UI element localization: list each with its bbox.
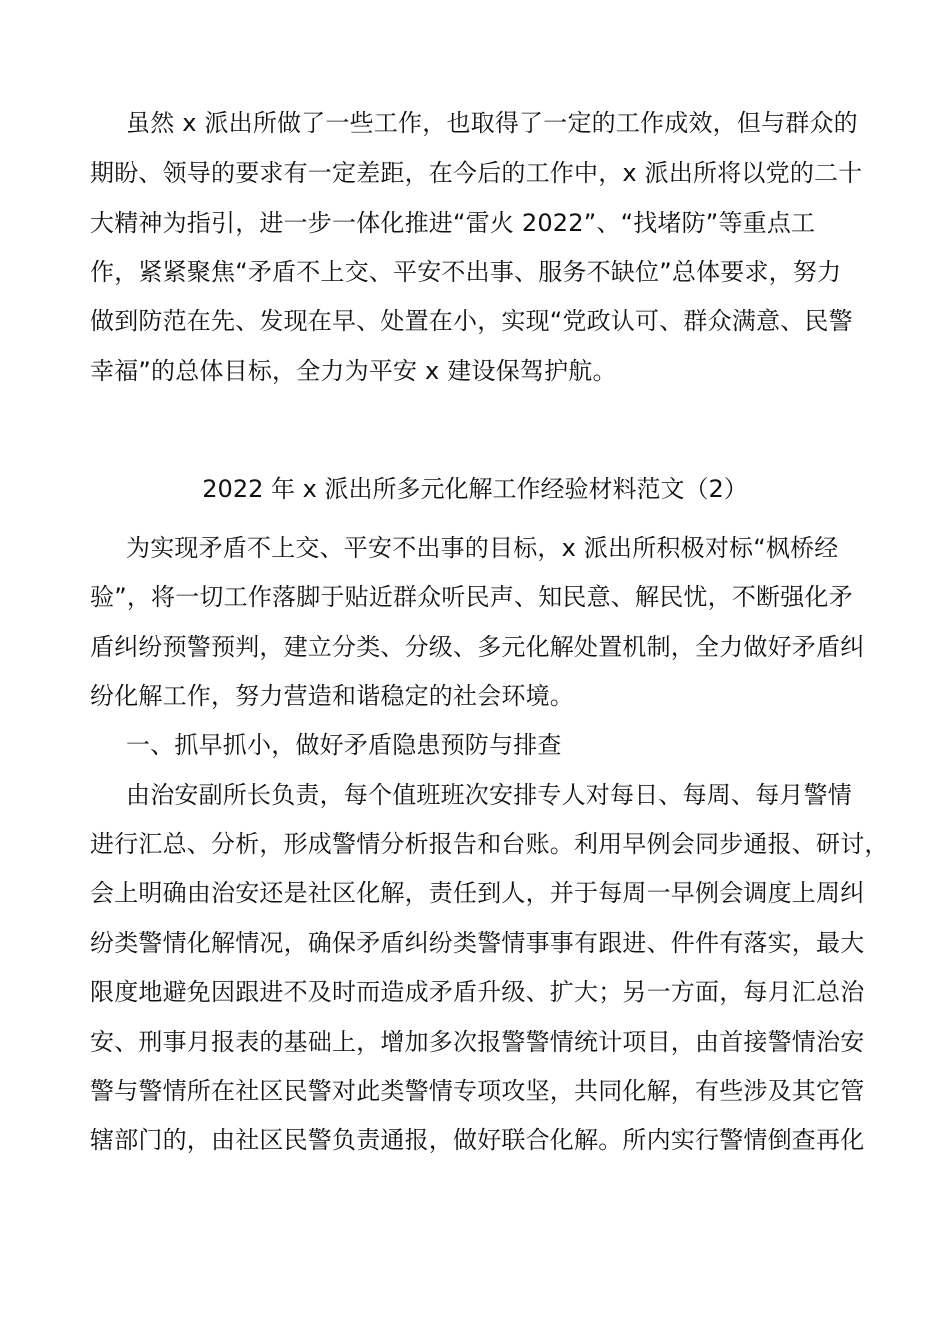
- paragraph-2-line-3: 盾纠纷预警预判，建立分类、分级、多元化解处置机制，全力做好矛盾纠: [90, 633, 865, 661]
- paragraph-3-line-5: 限度地避免因跟进不及时而造成矛盾升级、扩大；另一方面，每月汇总治: [90, 978, 865, 1006]
- paragraph-3-line-6: 安、刑事月报表的基础上，增加多次报警警情统计项目，由首接警情治安: [90, 1028, 865, 1056]
- heading-1: 一、抓早抓小，做好矛盾隐患预防与排查: [126, 731, 562, 759]
- paragraph-1-line-3: 大精神为指引，进一步一体化推进“雷火 2022”、“找堵防”等重点工: [90, 209, 816, 237]
- paragraph-3-line-7: 警与警情所在社区民警对此类警情专项攻坚，共同化解，有些涉及其它管: [90, 1077, 865, 1105]
- section-title: 2022 年 x 派出所多元化解工作经验材料范文（2）: [202, 475, 748, 503]
- paragraph-3-line-2: 进行汇总、分析，形成警情分析报告和台账。利用早例会同步通报、研讨，: [90, 830, 889, 858]
- paragraph-1-line-6: 幸福”的总体目标，全力为平安 x 建设保驾护航。: [90, 357, 617, 385]
- paragraph-3-line-8: 辖部门的，由社区民警负责通报，做好联合化解。所内实行警情倒查再化: [90, 1126, 865, 1154]
- paragraph-2-line-2: 验”，将一切工作落脚于贴近群众听民声、知民意、解民忧，不断强化矛: [90, 583, 853, 611]
- paragraph-1-line-2: 期盼、领导的要求有一定差距，在今后的工作中，x 派出所将以党的二十: [90, 159, 863, 187]
- paragraph-3-line-1: 由治安副所长负责，每个值班班次安排专人对每日、每周、每月警情: [126, 781, 852, 809]
- paragraph-1-line-1: 虽然 x 派出所做了一些工作，也取得了一定的工作成效，但与群众的: [126, 109, 858, 137]
- paragraph-2-line-4: 纷化解工作，努力营造和谐稳定的社会环境。: [90, 682, 574, 710]
- paragraph-3-line-3: 会上明确由治安还是社区化解，责任到人，并于每周一早例会调度上周纠: [90, 879, 865, 907]
- paragraph-3-line-4: 纷类警情化解情况，确保矛盾纠纷类警情事事有跟进、件件有落实，最大: [90, 929, 865, 957]
- paragraph-2-line-1: 为实现矛盾不上交、平安不出事的目标，x 派出所积极对标“枫桥经: [126, 534, 839, 562]
- paragraph-1-line-5: 做到防范在先、发现在早、处置在小，实现“党政认可、群众满意、民警: [90, 307, 853, 335]
- paragraph-1-line-4: 作，紧紧聚焦“矛盾不上交、平安不出事、服务不缺位”总体要求，努力: [90, 258, 842, 286]
